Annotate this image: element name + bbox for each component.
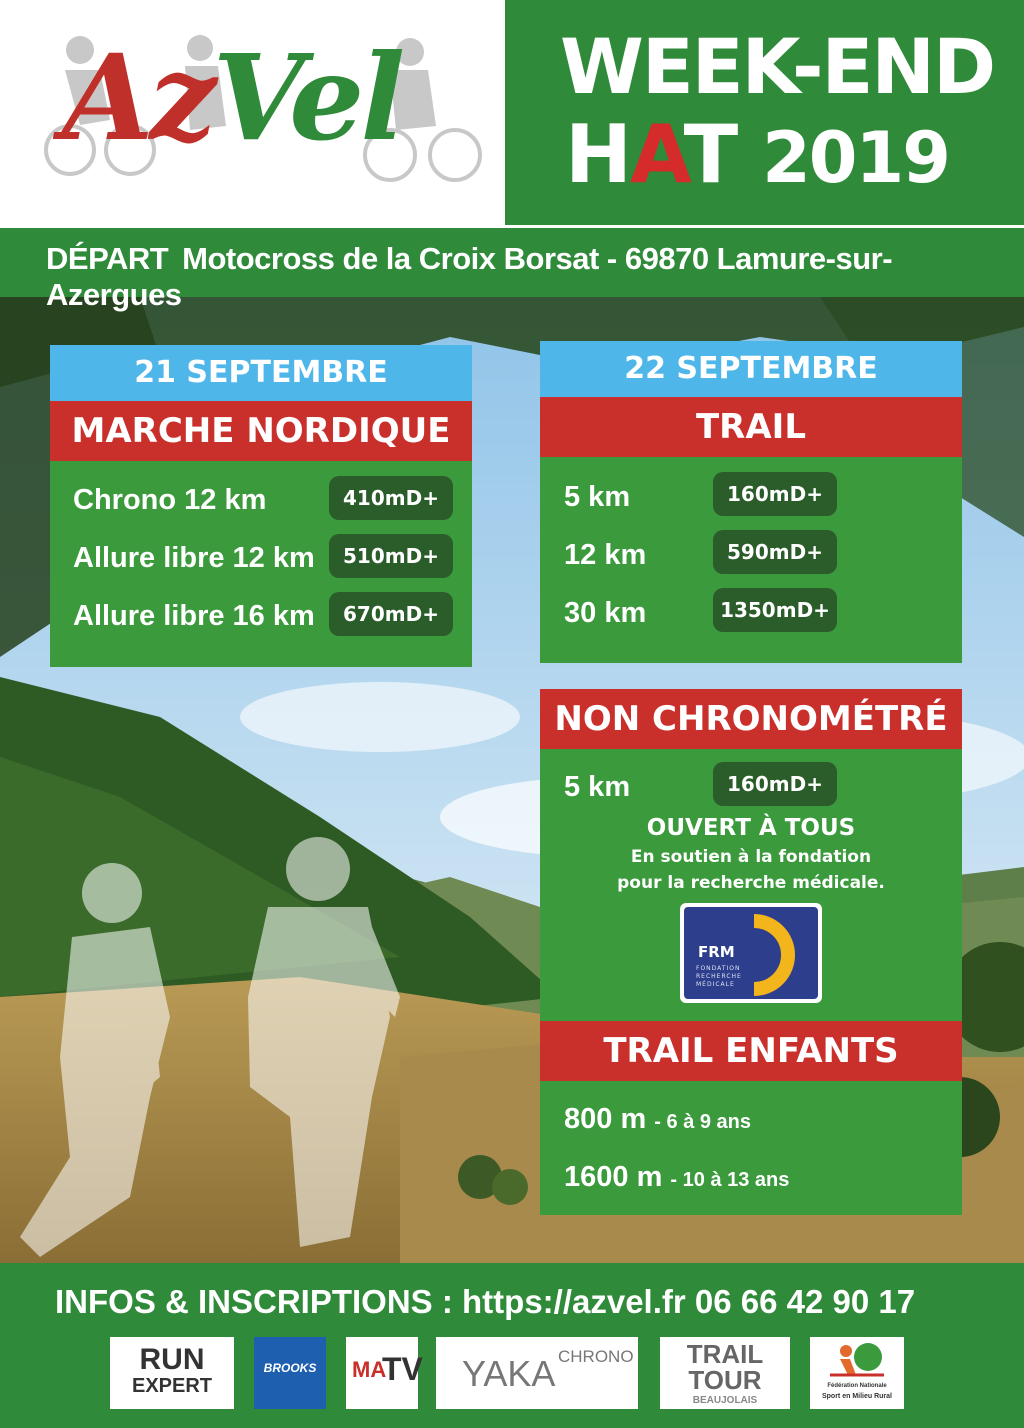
kids-title: TRAIL ENFANTS: [540, 1021, 962, 1081]
yaka-text: YAKA: [462, 1353, 556, 1394]
run-expert-line-2: EXPERT: [131, 1375, 213, 1397]
sponsor-fnsmr: [810, 1337, 904, 1409]
sunday-row-elevation: 1350mD+: [713, 588, 837, 632]
infos-inscriptions: INFOS & INSCRIPTIONS : https://azvel.fr 06 66 42 90 17: [55, 1283, 916, 1320]
matv-ma: MA: [352, 1357, 387, 1382]
saturday-row-elevation: 410mD+: [329, 476, 453, 520]
trail-tour-line-3: BEAUJOLAIS: [692, 1395, 758, 1406]
title-t: T: [683, 108, 737, 201]
fnsmr-emblem-icon: [810, 1337, 904, 1381]
title-weekend: WEEK-END: [560, 22, 995, 111]
depart-banner: [0, 225, 1024, 312]
title-area: [505, 0, 1024, 225]
kids-distance: 1600 m: [564, 1161, 663, 1193]
title-h: H: [565, 108, 630, 201]
sunday-row-label: 30 km: [564, 597, 647, 629]
saturday-row-label: Allure libre 12 km: [73, 542, 315, 574]
frm-logo: [680, 903, 822, 1003]
support-line-2: pour la recherche médicale.: [617, 873, 885, 893]
fnsmr-line-2: Sport en Milieu Rural: [821, 1393, 892, 1400]
sponsor-matv: [346, 1337, 423, 1409]
azvel-logo: AzVel: [62, 28, 402, 167]
non-chrono-elevation: 160mD+: [713, 762, 837, 806]
frm-line-2: RECHERCHE: [696, 973, 742, 980]
kids-distance: 800 m: [564, 1103, 647, 1135]
sponsor-brooks: [254, 1337, 326, 1409]
frm-line-3: MÉDICALE: [696, 981, 735, 988]
saturday-row-elevation: 670mD+: [329, 592, 453, 636]
depart-label: DÉPART: [46, 241, 169, 276]
sunday-distances: [540, 457, 962, 663]
saturday-distances: [50, 461, 472, 667]
trail-tour-line-2: TOUR: [688, 1365, 762, 1395]
saturday-row-label: Allure libre 16 km: [73, 600, 315, 632]
kids-age: - 10 à 13 ans: [670, 1169, 790, 1191]
run-expert-line-1: RUN: [139, 1343, 205, 1376]
open-to-all: OUVERT À TOUS: [646, 815, 856, 841]
sponsor-run-expert: [110, 1337, 234, 1409]
kids-row: [564, 1103, 751, 1136]
sunday-row-label: 5 km: [564, 481, 631, 513]
frm-line-1: FONDATION: [696, 965, 741, 972]
trail-tour-line-1: TRAIL: [686, 1339, 764, 1369]
non-chrono-title: NON CHRONOMÉTRÉ: [540, 689, 962, 749]
depart-place: Motocross de la Croix Borsat - 69870 Lamure-sur-Azergues: [46, 241, 893, 312]
sunday-row-elevation: 160mD+: [713, 472, 837, 516]
frm-abbr: FRM: [698, 943, 735, 961]
saturday-row-label: Chrono 12 km: [73, 484, 267, 516]
sponsor-trail-tour: [660, 1337, 790, 1409]
sunday-row-elevation: 590mD+: [713, 530, 837, 574]
sunday-event: TRAIL: [540, 397, 962, 457]
sunday-row-label: 12 km: [564, 539, 647, 571]
brooks-text: BROOKS: [263, 1361, 317, 1375]
title-hat-2019: [565, 108, 949, 201]
fnsmr-line-1: Fédération Nationale: [827, 1383, 887, 1389]
kids-age: - 6 à 9 ans: [654, 1111, 752, 1133]
sunday-date: 22 SEPTEMBRE: [540, 341, 962, 397]
saturday-date: 21 SEPTEMBRE: [50, 345, 472, 401]
title-year: 2019: [762, 117, 949, 199]
logo-area: [0, 0, 505, 225]
support-line-1: En soutien à la fondation: [630, 847, 872, 867]
sponsor-yakachrono: [436, 1337, 638, 1409]
depart-line: [46, 241, 1024, 313]
kids-box: [540, 1081, 962, 1215]
saturday-event: MARCHE NORDIQUE: [50, 401, 472, 461]
title-a: A: [629, 108, 684, 201]
saturday-row-elevation: 510mD+: [329, 534, 453, 578]
matv-tv: TV: [382, 1351, 423, 1387]
footer: [0, 1263, 1024, 1428]
kids-row: [564, 1161, 789, 1194]
chrono-text: CHRONO: [558, 1347, 634, 1366]
non-chrono-label: 5 km: [564, 771, 631, 803]
